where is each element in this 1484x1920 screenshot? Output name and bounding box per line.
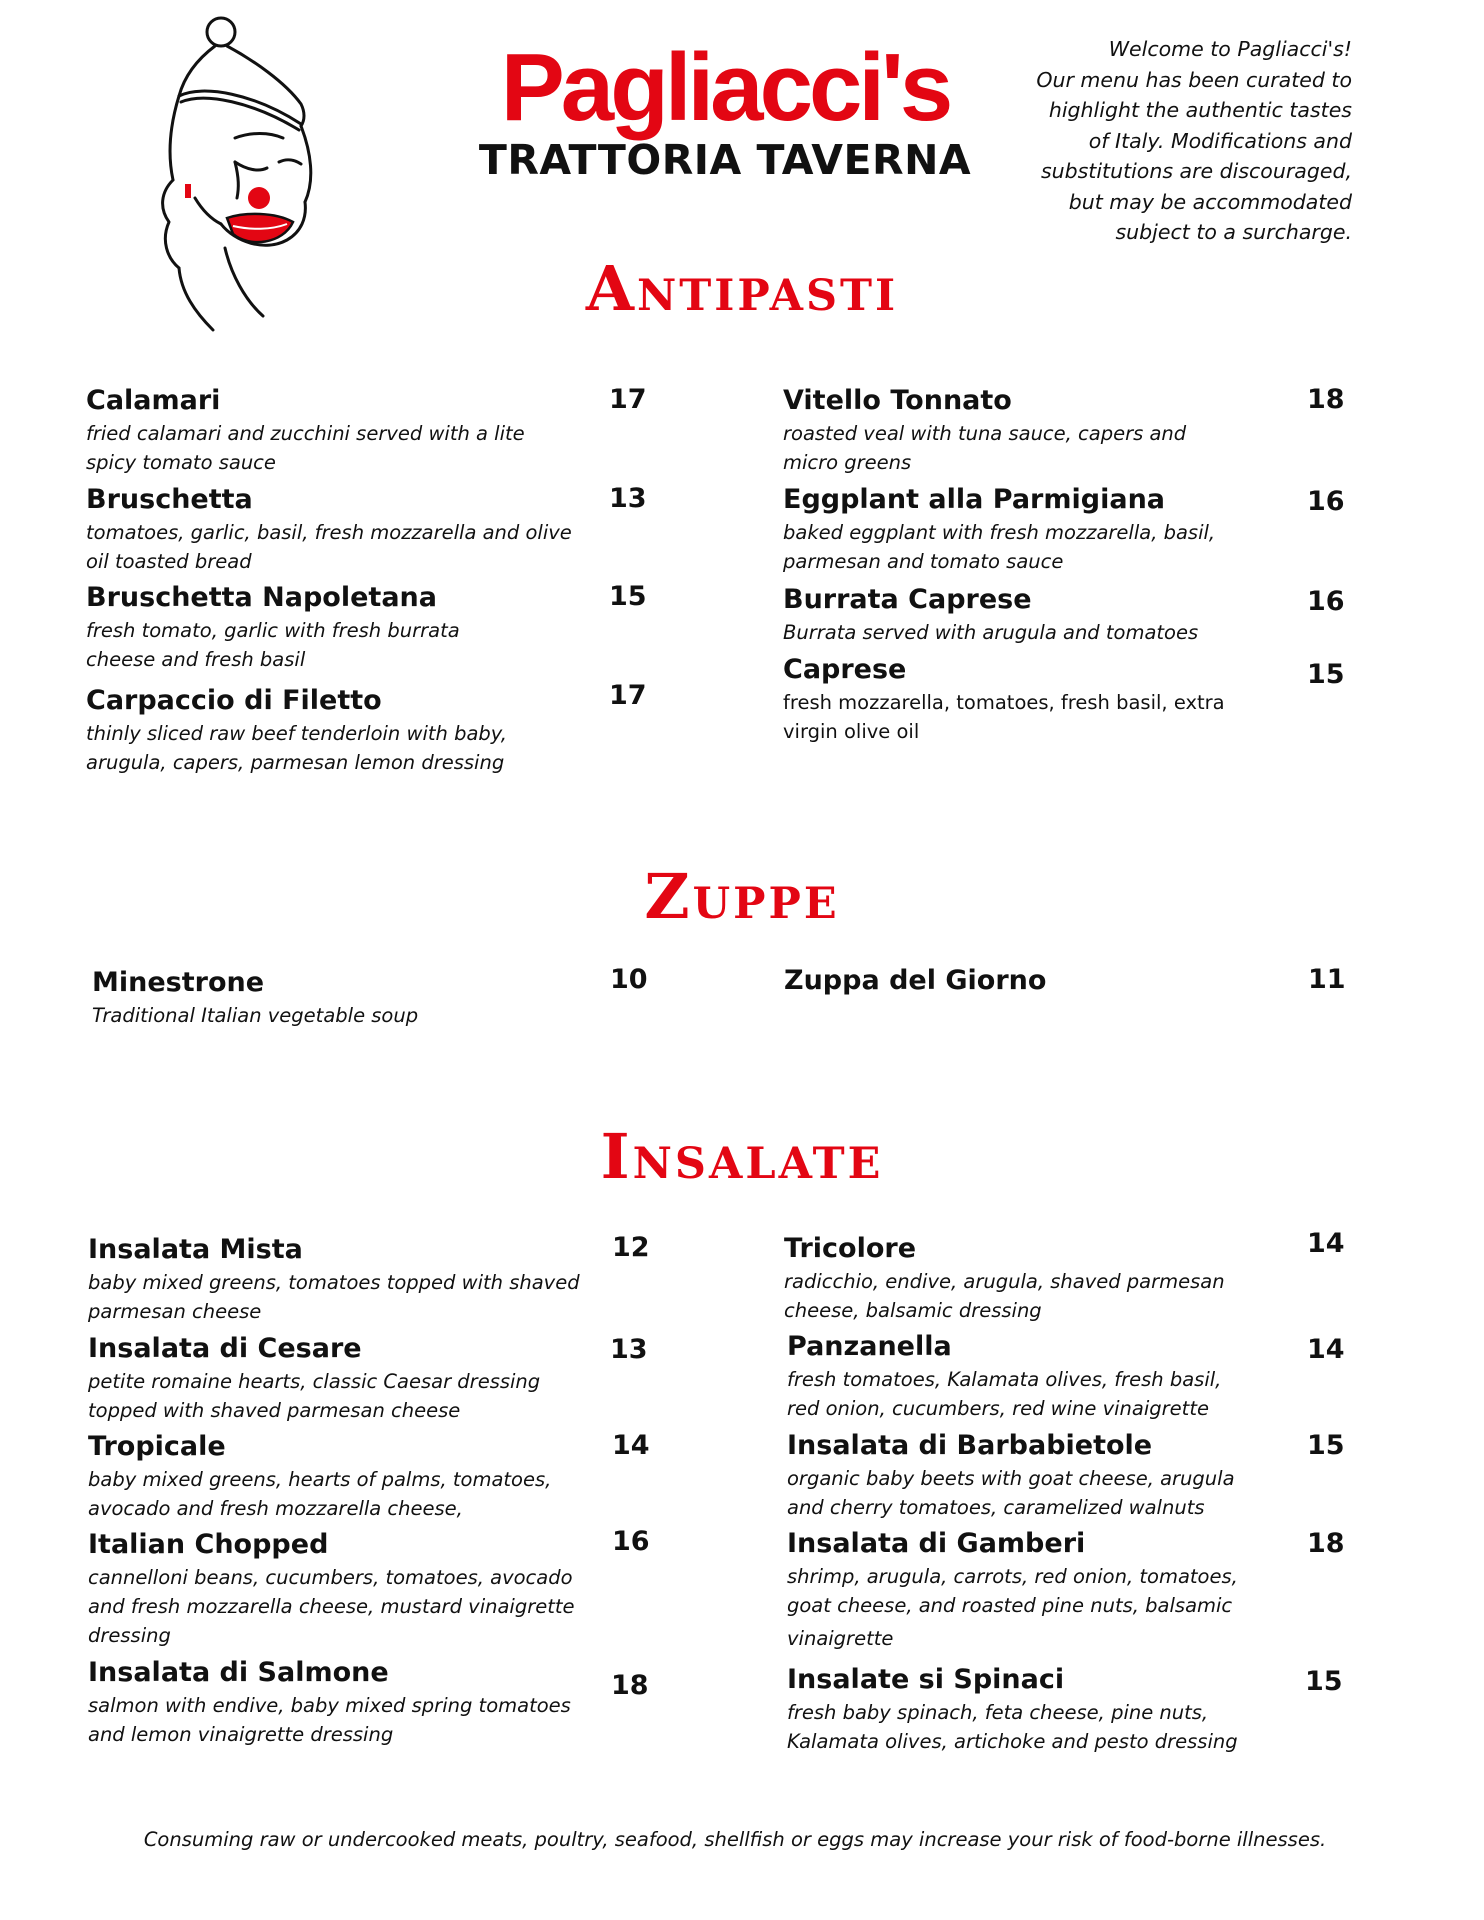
desc-line: baby mixed greens, hearts of palms, tomatoes, bbox=[88, 1468, 552, 1491]
menu-item bbox=[784, 1231, 1324, 1325]
item-price: 14 bbox=[1307, 1228, 1345, 1259]
desc-line: parmesan and tomato sauce bbox=[783, 550, 1064, 573]
item-name: Vitello Tonnato bbox=[783, 385, 1012, 416]
welcome-line: subject to a surcharge. bbox=[1115, 220, 1352, 244]
item-name: Panzanella bbox=[787, 1331, 952, 1362]
item-price: 15 bbox=[1307, 659, 1345, 690]
desc-line: thinly sliced raw beef tenderloin with baby, bbox=[86, 722, 507, 745]
item-description bbox=[88, 1563, 628, 1650]
desc-line: shrimp, arugula, carrots, red onion, tomatoes, bbox=[787, 1565, 1238, 1588]
desc-line: dressing bbox=[88, 1624, 171, 1647]
item-name: Insalata di Salmone bbox=[88, 1657, 389, 1688]
desc-line: arugula, capers, parmesan lemon dressing bbox=[86, 751, 505, 774]
restaurant-brand: Pagliacci's bbox=[500, 34, 950, 141]
item-description bbox=[86, 719, 626, 777]
desc-line: petite romaine hearts, classic Caesar dressing bbox=[88, 1370, 541, 1393]
welcome-line: substitutions are discouraged, bbox=[1040, 159, 1352, 183]
desc-line: goat cheese, and roasted pine nuts, balsamic bbox=[787, 1594, 1233, 1617]
menu-item bbox=[784, 963, 1046, 999]
item-description bbox=[783, 518, 1323, 576]
restaurant-subtitle: TRATTORIA TAVERNA bbox=[478, 136, 972, 184]
item-description bbox=[787, 1562, 1327, 1653]
item-name: Carpaccio di Filetto bbox=[86, 685, 382, 716]
item-price: 15 bbox=[1305, 1666, 1343, 1697]
desc-line: parmesan cheese bbox=[88, 1300, 262, 1323]
item-name: Minestrone bbox=[92, 967, 265, 998]
desc-line: cheese, balsamic dressing bbox=[784, 1299, 1042, 1322]
item-description bbox=[787, 1464, 1327, 1522]
desc-line: fresh mozzarella, tomatoes, fresh basil, extra bbox=[783, 691, 1225, 714]
item-price: 17 bbox=[609, 384, 647, 415]
item-description bbox=[86, 419, 626, 477]
welcome-line: but may be accommodated bbox=[1068, 189, 1352, 214]
item-price: 16 bbox=[1307, 486, 1345, 517]
item-price: 18 bbox=[1307, 1528, 1345, 1559]
item-description bbox=[88, 1691, 628, 1749]
welcome-message bbox=[1000, 34, 1352, 248]
item-description bbox=[86, 616, 626, 674]
menu-item bbox=[787, 1662, 1327, 1756]
desc-line: oil toasted bread bbox=[86, 550, 252, 573]
desc-line: tomatoes, garlic, basil, fresh mozzarella and olive bbox=[86, 521, 572, 544]
desc-line: radicchio, endive, arugula, shaved parmesan bbox=[784, 1270, 1225, 1293]
welcome-line: of Italy. Modifications and bbox=[1088, 128, 1352, 153]
menu-item bbox=[92, 965, 632, 1030]
item-description bbox=[88, 1367, 628, 1425]
item-price: 15 bbox=[609, 581, 647, 612]
desc-line: topped with shaved parmesan cheese bbox=[88, 1399, 461, 1422]
item-price: 12 bbox=[612, 1232, 650, 1263]
menu-item bbox=[88, 1527, 628, 1650]
menu-item bbox=[783, 383, 1323, 477]
desc-line: Burrata served with arugula and tomatoes bbox=[783, 621, 1199, 644]
item-description bbox=[787, 1365, 1327, 1423]
menu-item bbox=[783, 652, 1323, 746]
desc-line: fresh baby spinach, feta cheese, pine nuts, bbox=[787, 1701, 1209, 1724]
item-price: 13 bbox=[610, 1334, 648, 1365]
item-price: 16 bbox=[612, 1526, 650, 1557]
desc-line: Traditional Italian vegetable soup bbox=[92, 1004, 419, 1027]
desc-line: virgin olive oil bbox=[783, 720, 920, 743]
item-price: 15 bbox=[1307, 1430, 1345, 1461]
item-name: Bruschetta Napoletana bbox=[86, 582, 437, 613]
welcome-line: Welcome to Pagliacci's! bbox=[1108, 37, 1352, 61]
menu-item bbox=[86, 580, 626, 674]
menu-item bbox=[86, 383, 626, 477]
item-name: Eggplant alla Parmigiana bbox=[783, 484, 1166, 515]
item-name: Caprese bbox=[783, 654, 907, 685]
desc-line: cannelloni beans, cucumbers, tomatoes, avocado bbox=[88, 1566, 573, 1589]
item-price: 14 bbox=[1307, 1334, 1345, 1365]
item-description bbox=[86, 518, 626, 576]
menu-item bbox=[787, 1526, 1327, 1653]
item-description bbox=[787, 1698, 1327, 1756]
item-name: Bruschetta bbox=[86, 484, 253, 515]
menu-item bbox=[783, 482, 1323, 576]
welcome-line: Our menu has been curated to bbox=[1036, 67, 1352, 92]
menu-item bbox=[787, 1428, 1327, 1522]
item-price: 11 bbox=[1308, 964, 1346, 995]
desc-line: avocado and fresh mozzarella cheese, bbox=[88, 1497, 463, 1520]
menu-item bbox=[88, 1331, 628, 1425]
desc-line: organic baby beets with goat cheese, arugula bbox=[787, 1467, 1235, 1490]
section-title-insalate: Insalate bbox=[600, 1120, 884, 1193]
item-name: Italian Chopped bbox=[88, 1529, 329, 1560]
item-description bbox=[88, 1268, 628, 1326]
item-name: Insalata di Cesare bbox=[88, 1333, 362, 1364]
desc-line: cheese and fresh basil bbox=[86, 648, 306, 671]
item-description bbox=[92, 1001, 632, 1030]
item-name: Burrata Caprese bbox=[783, 584, 1032, 615]
item-description bbox=[783, 618, 1323, 647]
desc-line: fried calamari and zucchini served with a lite bbox=[86, 422, 525, 445]
item-name: Tricolore bbox=[784, 1233, 917, 1264]
welcome-line: highlight the authentic tastes bbox=[1048, 98, 1352, 122]
item-name: Tropicale bbox=[88, 1431, 226, 1462]
menu-item bbox=[787, 1329, 1327, 1423]
item-description bbox=[783, 419, 1323, 477]
desc-line: and lemon vinaigrette dressing bbox=[88, 1723, 394, 1746]
item-name: Insalata di Barbabietole bbox=[787, 1430, 1153, 1461]
menu-item bbox=[88, 1232, 628, 1326]
desc-line: red onion, cucumbers, red wine vinaigrette bbox=[787, 1397, 1209, 1420]
item-price: 13 bbox=[609, 483, 647, 514]
food-safety-notice: Consuming raw or undercooked meats, poultry, seafood, shellfish or eggs may increase your risk of food-borne illnesses. bbox=[143, 1828, 1327, 1851]
item-price: 18 bbox=[611, 1670, 649, 1701]
desc-line: micro greens bbox=[783, 451, 912, 474]
desc-line: spicy tomato sauce bbox=[86, 451, 276, 474]
menu-item bbox=[88, 1429, 628, 1523]
item-name: Insalate si Spinaci bbox=[787, 1664, 1065, 1695]
desc-line: and cherry tomatoes, caramelized walnuts bbox=[787, 1496, 1205, 1519]
menu-item bbox=[86, 482, 626, 576]
desc-line: fresh tomatoes, Kalamata olives, fresh basil, bbox=[787, 1368, 1222, 1391]
item-name: Calamari bbox=[86, 385, 221, 416]
section-title-zuppe: Zuppe bbox=[644, 860, 840, 933]
desc-line: vinaigrette bbox=[787, 1627, 894, 1650]
item-name: Zuppa del Giorno bbox=[784, 965, 1047, 996]
menu-item bbox=[88, 1655, 628, 1749]
item-description bbox=[783, 688, 1323, 746]
desc-line: and fresh mozzarella cheese, mustard vinaigrette bbox=[88, 1595, 575, 1618]
desc-line: salmon with endive, baby mixed spring tomatoes bbox=[88, 1694, 571, 1717]
item-description bbox=[784, 1267, 1324, 1325]
item-price: 14 bbox=[612, 1430, 650, 1461]
desc-line: roasted veal with tuna sauce, capers and bbox=[783, 422, 1187, 445]
item-name: Insalata di Gamberi bbox=[787, 1528, 1086, 1559]
item-price: 18 bbox=[1307, 384, 1345, 415]
item-price: 17 bbox=[609, 680, 647, 711]
item-description bbox=[88, 1465, 628, 1523]
item-price: 10 bbox=[610, 964, 648, 995]
item-price: 16 bbox=[1307, 586, 1345, 617]
item-name: Insalata Mista bbox=[88, 1234, 303, 1265]
desc-line: fresh tomato, garlic with fresh burrata bbox=[86, 619, 460, 642]
desc-line: baked eggplant with fresh mozzarella, basil, bbox=[783, 521, 1216, 544]
menu-item bbox=[783, 582, 1323, 647]
menu-item bbox=[86, 683, 626, 777]
desc-line: baby mixed greens, tomatoes topped with shaved bbox=[88, 1271, 580, 1294]
desc-line: Kalamata olives, artichoke and pesto dressing bbox=[787, 1730, 1238, 1753]
section-title-antipasti: Antipasti bbox=[585, 252, 899, 325]
